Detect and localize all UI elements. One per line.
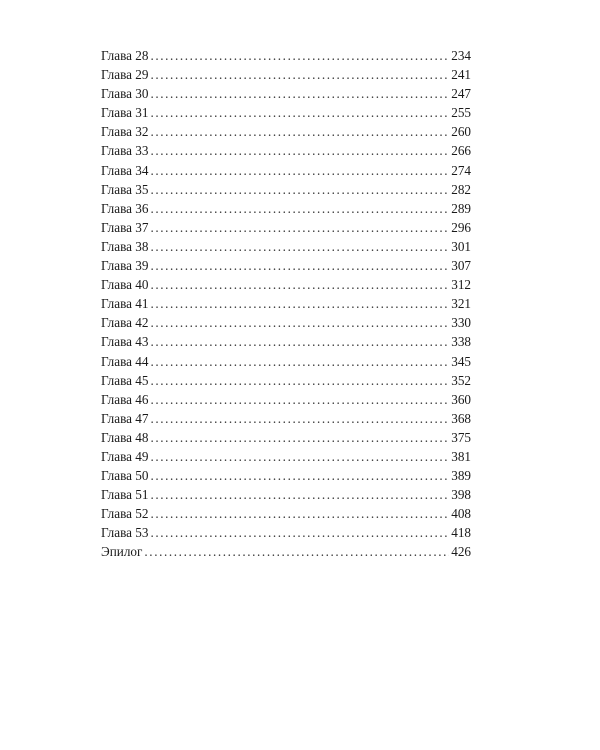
toc-entry-page-number: 301 <box>451 238 471 254</box>
toc-entry-page-number: 307 <box>451 258 471 274</box>
toc-entry-page-number: 312 <box>451 277 471 293</box>
dot-leader <box>150 141 449 160</box>
dot-leader <box>150 122 449 141</box>
dot-leader <box>150 504 449 523</box>
toc-entry <box>101 428 471 447</box>
toc-entry <box>101 46 471 65</box>
dot-leader <box>150 294 449 313</box>
toc-entry-title: Глава 35 <box>101 181 149 197</box>
dot-leader <box>150 199 449 218</box>
toc-entry-page-number: 282 <box>451 181 471 197</box>
toc-entry-page-number: 266 <box>451 143 471 159</box>
toc-entry-page-number: 352 <box>451 372 471 388</box>
toc-entry-page-number: 368 <box>451 410 471 426</box>
dot-leader <box>150 180 449 199</box>
toc-entry <box>101 218 471 237</box>
toc-entry <box>101 447 471 466</box>
toc-entry-page-number: 255 <box>451 105 471 121</box>
dot-leader <box>150 523 449 542</box>
dot-leader <box>150 161 449 180</box>
toc-entry-title: Глава 48 <box>101 429 149 445</box>
toc-entry-page-number: 338 <box>451 334 471 350</box>
toc-entry-title: Глава 29 <box>101 67 149 83</box>
toc-entry-page-number: 260 <box>451 124 471 140</box>
dot-leader <box>150 84 449 103</box>
dot-leader <box>150 466 449 485</box>
toc-entry-page-number: 296 <box>451 219 471 235</box>
dot-leader <box>150 428 449 447</box>
toc-entry-title: Глава 28 <box>101 48 149 63</box>
dot-leader <box>150 218 449 237</box>
toc-entry <box>101 294 471 313</box>
toc-entry-title: Эпилог <box>101 544 143 560</box>
toc-entry <box>101 313 471 332</box>
toc-entry <box>101 161 471 180</box>
toc-entry <box>101 122 471 141</box>
toc-entry-page-number: 234 <box>451 48 471 63</box>
toc-entry <box>101 409 471 428</box>
toc-entry-title: Глава 34 <box>101 162 149 178</box>
dot-leader <box>150 409 449 428</box>
toc-entry <box>101 466 471 485</box>
toc-entry-title: Глава 49 <box>101 448 149 464</box>
dot-leader <box>150 485 449 504</box>
toc-entry-title: Глава 32 <box>101 124 149 140</box>
toc-entry <box>101 180 471 199</box>
toc-entry-title: Глава 43 <box>101 334 149 350</box>
toc-entry-page-number: 381 <box>451 448 471 464</box>
dot-leader <box>150 390 449 409</box>
toc-entry <box>101 542 471 561</box>
toc-entry-page-number: 418 <box>451 525 471 541</box>
toc-entry <box>101 504 471 523</box>
toc-entry-title: Глава 36 <box>101 200 149 216</box>
toc-entry <box>101 256 471 275</box>
toc-entry-title: Глава 38 <box>101 238 149 254</box>
toc-entry-title: Глава 42 <box>101 315 149 331</box>
toc-entry-page-number: 375 <box>451 429 471 445</box>
toc-entry-title: Глава 40 <box>101 277 149 293</box>
toc-entry <box>101 485 471 504</box>
toc-entry-title: Глава 45 <box>101 372 149 388</box>
toc-entry <box>101 237 471 256</box>
toc-entry-title: Глава 46 <box>101 391 149 407</box>
toc-entry <box>101 352 471 371</box>
toc-entry-title: Глава 44 <box>101 353 149 369</box>
toc-entry-page-number: 426 <box>451 544 471 560</box>
toc-entry <box>101 65 471 84</box>
dot-leader <box>150 256 449 275</box>
toc-entry-page-number: 274 <box>451 162 471 178</box>
dot-leader <box>150 275 449 294</box>
toc-entry-page-number: 398 <box>451 487 471 503</box>
toc-entry <box>101 523 471 542</box>
dot-leader <box>150 332 449 351</box>
dot-leader <box>150 65 449 84</box>
table-of-contents <box>101 46 471 562</box>
dot-leader <box>150 352 449 371</box>
toc-entry-page-number: 389 <box>451 468 471 484</box>
toc-entry-page-number: 345 <box>451 353 471 369</box>
toc-entry <box>101 371 471 390</box>
dot-leader <box>150 371 449 390</box>
toc-entry-title: Глава 33 <box>101 143 149 159</box>
toc-entry-page-number: 330 <box>451 315 471 331</box>
toc-entry-page-number: 247 <box>451 86 471 102</box>
toc-entry <box>101 275 471 294</box>
toc-entry-title: Глава 37 <box>101 219 149 235</box>
toc-entry <box>101 141 471 160</box>
toc-entry-title: Глава 53 <box>101 525 149 541</box>
dot-leader <box>150 237 449 256</box>
toc-entry <box>101 332 471 351</box>
toc-entry-title: Глава 41 <box>101 296 149 312</box>
dot-leader <box>150 313 449 332</box>
toc-entry-page-number: 289 <box>451 200 471 216</box>
toc-entry-page-number: 241 <box>451 67 471 83</box>
toc-entry <box>101 390 471 409</box>
dot-leader <box>150 46 449 65</box>
toc-entry-title: Глава 31 <box>101 105 149 121</box>
toc-entry-page-number: 321 <box>451 296 471 312</box>
dot-leader <box>150 447 449 466</box>
dot-leader <box>144 542 449 561</box>
toc-entry-title: Глава 52 <box>101 506 149 522</box>
toc-entry-title: Глава 47 <box>101 410 149 426</box>
toc-entry-title: Глава 50 <box>101 468 149 484</box>
toc-entry <box>101 199 471 218</box>
toc-entry-title: Глава 39 <box>101 258 149 274</box>
toc-entry-page-number: 360 <box>451 391 471 407</box>
toc-entry-title: Глава 30 <box>101 86 149 102</box>
dot-leader <box>150 103 449 122</box>
toc-entry-title: Глава 51 <box>101 487 149 503</box>
toc-entry-page-number: 408 <box>451 506 471 522</box>
toc-entry <box>101 84 471 103</box>
toc-entry <box>101 103 471 122</box>
